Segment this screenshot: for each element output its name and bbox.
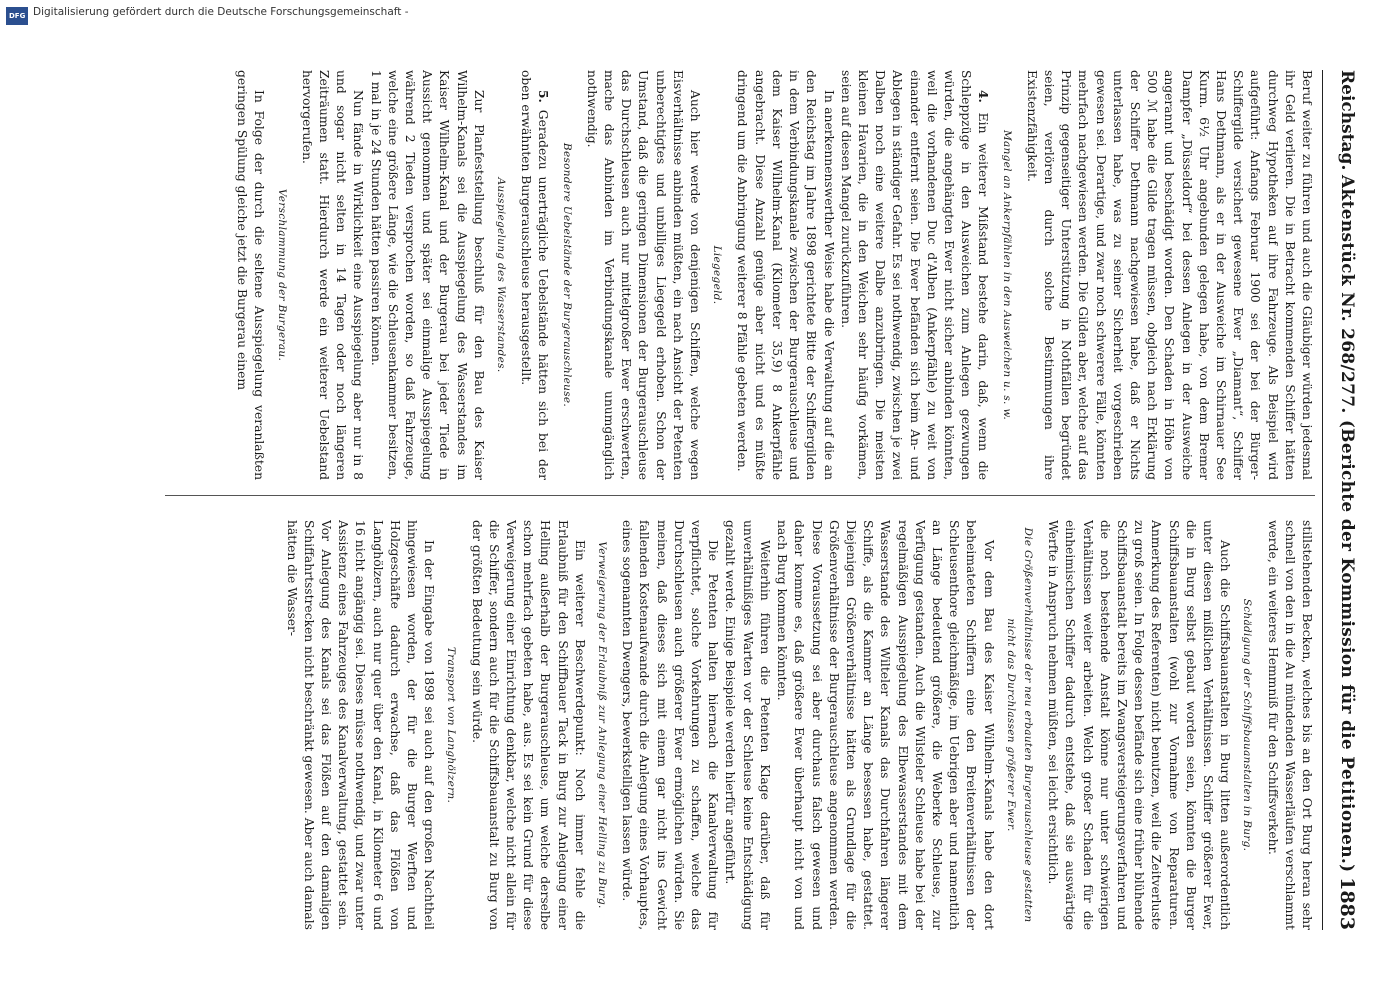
section-heading: [272, 70, 289, 480]
dfg-logo: DFG: [6, 7, 28, 25]
page-number: 1883: [1336, 877, 1358, 930]
header-title: Aktenstück Nr. 268/277. (Berichte der Kommission für die Petitionen.): [1337, 175, 1357, 873]
paragraph: [721, 520, 773, 930]
paragraph-text: Nun fände in Wirklichkeit eine Ausspiegelung aber nur in 8 und sogar nicht selten in 14 Tagen oder noch längeren Zeiträumen statt. Hierdurch werde ein weiterer Uebelstand hervorgerufen.: [299, 70, 366, 480]
page-header: [1325, 70, 1369, 930]
section-heading: [708, 70, 725, 480]
section-heading: [557, 70, 574, 480]
paragraph-text: In der Eingabe von 1898 sei auch auf den großen Nachtheil hingewiesen worden, der für die Burger Werften und Holzgeschäfte dadurch erwachse, daß das Flößen von Langhölzern, auch nur quer über den Kanal, in Kilometer 6 und 16 nicht angängig sei. Dieses müsse nothwendig, und zwar unter Assistenz eines Fahrzeuges des Kanalverwaltung, gestattet sein. Vor Anlegung des Kanals sei das Flößen auf den damaligen Schiffahrtsstrecken nicht beschränkt gewesen. Aber auch damals hätten die Wasser-: [284, 520, 437, 930]
paragraph: [366, 70, 486, 480]
heading-text: Verschlammung der Burgerau.: [275, 188, 288, 362]
heading-text: Ausspiegelung des Wasserstandes.: [495, 177, 508, 373]
paragraph-text: In Folge der durch die seltene Ausspiegelung veranlaßten geringen Spülung gleiche jetzt die Burgerau einem: [235, 70, 267, 480]
paragraph: [583, 70, 703, 480]
paragraph: [1044, 520, 1233, 930]
heading-text: Mangel an Ankerpfählen in den Ausweichen u. s. w.: [1000, 129, 1013, 421]
section-heading: [1238, 520, 1255, 930]
paragraph: [282, 520, 437, 930]
paragraph: [837, 70, 993, 480]
section-heading: [492, 70, 509, 480]
paragraph: [773, 520, 997, 930]
section-heading: [593, 520, 610, 930]
heading-text: Transport von Langhölzern.: [445, 646, 458, 804]
paragraph: [733, 70, 836, 480]
paragraph-text: In anerkennenswerther Weise habe die Verwaltung auf die an den Reichstag im Jahre 1898 gerichtete Bitte der Schiffergilden in dem Verbindungskanale zwischen der Burgerauschleuse und dem Kaiser Wilhelm-Kanal (Kilometer 35,9) 8 Ankerpfähle angebracht. Diese Anzahl genüge aber nicht und es müßte dringend um die Anbringung weiterer 8 Pfähle gebeten werden.: [735, 70, 836, 480]
paragraph-text: stillstehenden Becken, welches bis an den Ort Burg heran sehr schnell von den in die Au mündenden Wasserläufen verschlammt werde, ein weiteres Hemmniß für den Schiffsverkehr.: [1265, 520, 1314, 930]
section-heading: [1002, 520, 1036, 930]
paragraph: [1023, 70, 1315, 480]
paragraph-text: Beruf weiter zu führen und auch die Gläubiger würden jedesmal ihr Geld verlieren. Die in Betracht kommenden Schiffer hätten durchweg Hypotheken auf ihre Fahrzeuge. Als Beispiel wird aufgeführt: Anfangs Februar 1900 sei der bei der Bürger-Schiffergilde versichert gewesene Ewer „Diamant“, Schiffer Hans Dethmann, als er in der Ausweiche im Schirnauer See Kurm. 6½ Uhr angebunden gelegen habe, von dem Bremer Dampfer „Düsseldorf“ bei dessen Anlegen in der Ausweiche angerannt und beschädigt worden. Den Schaden in Höhe von 500 ℳ habe die Gilde tragen müssen, obgleich nach Erklärung der Schiffer Dethmann nachgewiesen habe, daß er Nichts unterlassen habe, was zu seiner Sicherheit vorgeschrieben gewesen sei. Derartige, und zwar noch schwerere Fälle, könnten mehrfach nachgewiesen werden. Die Gilden aber, welche auf das Prinzip gegenseitiger Unterstützung in Nothfällen begründet seien, verlören durch solche Bestimmungen ihre Existenzfähigkeit.: [1024, 70, 1314, 480]
heading-text: Verweigerung der Erlaubniß zur Anlegung einer Helling zu Burg.: [596, 541, 609, 909]
paragraph: [1263, 520, 1315, 930]
paragraph-number: 5.: [536, 90, 552, 103]
paragraph-text: Ein weiterer Beschwerdepunkt: Noch immer fehle die Erlaubniß für den Schiffbauer Tack in Burg zur Anlegung einer Helling außerhalb der Burgerauschleuse, um welche derselbe schon mehrfach gebeten habe, aus. Es sei kein Grund für diese Verweigerung einer Einrichtung denkbar, welche nicht allein für die Schiffer, sondern auch für die Schiffsbauanstalt zu Burg von der größten Bedeutung sein würde.: [469, 520, 587, 930]
paragraph-text: Ein weiterer Mißstand bestehe darin, daß, wenn die Schleppzüge in den Ausweichen zum Anlegen gezwungen würden, die angehängten Ewer nicht sicher anbinden könnten, weil die vorhandenen Duc d'Alben (Ankerpfähle) zu weit von einander entfernt seien. Die Ewer befänden sich beim An- und Ablegen in ständiger Gefahr. Es sei nothwendig, zwischen je zwei Dalben noch eine weitere Dalbe anzubringen. Die meisten kleinen Havarien, die in den Weichen sehr häufig vorkämen, seien auf diesen Mangel zurückzuführen.: [838, 70, 991, 480]
header-left: Reichstag.: [1337, 70, 1357, 171]
section-heading: [997, 70, 1014, 480]
heading-text: Besondere Uebelstände der Burgerauschleuse.: [560, 142, 573, 408]
header-rule: [1322, 70, 1323, 930]
paragraph: [467, 520, 587, 930]
digitization-stamp: [3, 6, 409, 26]
paragraph: [298, 70, 367, 480]
paragraph-text: Auch hier werde von denjenigen Schiffen, welche wegen Eisverhältnisse anbinden müßten, ein nach Ansicht der Petenten unberechtigtes und unbilliges Liegegeld erhoben. Schon der Umstand, daß die geringen Dimensionen der Burgerauschleuse das Durchschleusen auch nur mittelgroßer Ewer erschwerten, mache das Anbinden im Verbindungskanale unumgänglich nothwendig.: [584, 70, 703, 480]
paragraph-text: Die Petenten halten hiernach die Kanalverwaltung für verpflichtet, solche Vorkehrungen zu schaffen, welche das Durchschleusen auch größerer Ewer ermöglichen würden. Sie meinen, daß dieses sich mit einem gar nicht ins Gewicht fallenden Kostenaufwande durch die Anlegung eines Vorhauptes, eines sogenannten Dwengers, bewerkstelligen lassen würde.: [620, 520, 721, 930]
stamp-text: Digitalisierung gefördert durch die Deutsche Forschungsgemeinschaft -: [33, 6, 409, 18]
paragraph: [517, 70, 552, 480]
paragraph: [233, 70, 267, 480]
paragraph: [618, 520, 721, 930]
paragraph-text: Vor dem Bau des Kaiser Wilhelm-Kanals habe den dort beheimateten Schiffern eine den Breitenverhältnissen der Schleusenthore gleichmäßige, im Uebrigen aber und namentlich an Länge bedeutend größere, die Weberke Schleuse, zur Verfügung gestanden. Auch die Wilsteler Schleuse habe bei der regelmäßigen Ausspiegelung des Elbewasserstandes mit dem Wasserstande des Wilteler Kanals das Durchfahren längerer Schiffe, als die Kammer an Länge besessen habe, gestattet. Diejenigen Größenverhältnisse hätten als Grundlage für die Größenverhältnisse der Burgerauschleuse angenommen werden. Diese Voraussetzung sei aber durchaus falsch gewesen und daher komme es, daß größere Ewer überhaupt nicht von und nach Burg kommen könnten.: [775, 520, 996, 930]
paragraph-text: Geradezu unerträgliche Uebelstände hätten sich bei der oben erwähnten Burgerauschleuse herausgestellt.: [519, 70, 551, 480]
paragraph-text: Zur Planfeststellung beschluß für den Bau des Kaiser Wilhelm-Kanals sei die Ausspiegelung des Wasserstandes im Kaiser Wilhelm-Kanal und der Burgerau bei jeder Tiede in Aussicht genommen und später sei einmalige Ausspiegelung während 2 Tieden versprochen worden, so daß Fahrzeuge, welche eine größere Länge, wie die Schleusenkammer besitzen, 1 mal in je 24 Stunden hätten passiren können.: [368, 70, 486, 480]
paragraph-number: 4.: [976, 90, 992, 103]
paragraph-text: Auch die Schiffsbauanstalten in Burg litten außerordentlich unter diesen mißlichen Verhältnissen. Schiffer größerer Ewer, die in Burg selbst gebaut worden seien, könnten die Burger Schiffsbauanstalten (wohl zur Vornahme von Reparaturen. Anmerkung des Referenten) nicht benutzen, weil die Zeitverluste zu groß seien. In Folge dessen befände sich eine früher blühende Schiffsbauanstalt bereits im Zwangsversteigerungsverfahren und die noch bestehende Anstalt könne nur unter schwierigen Verhältnissen weiter arbeiten. Welch großer Schaden für die einheimischen Schiffer dadurch entstehe, daß sie auswärtige Werfte in Anspruch nehmen müßten, sei leicht ersichtlich.: [1046, 520, 1233, 930]
right-column: [165, 520, 1315, 930]
paragraph-text: Weiterhin führen die Petenten Klage darüber, daß für unverhältnißiges Warten vor der Schleuse keine Entschädigung gezahlt werde. Einige Beispiele werden hierfür angeführt.: [723, 520, 772, 930]
heading-text: Liegegeld.: [711, 245, 724, 305]
section-heading: [442, 520, 459, 930]
heading-text: Die Größenverhältnisse der neu erbauten Burgerauschleuse gestatten nicht das Durchlassen größerer Ewer.: [1004, 527, 1034, 923]
heading-text: Schädigung der Schiffsbauanstalten in Burg.: [1241, 598, 1254, 852]
left-column: [165, 70, 1315, 480]
column-divider: [165, 495, 1315, 496]
